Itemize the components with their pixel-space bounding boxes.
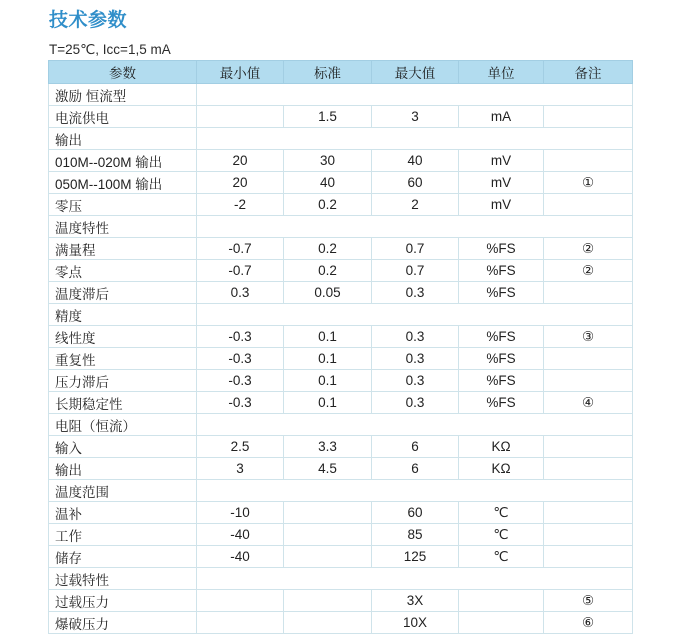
cell-parameter: 激励 恒流型 — [49, 84, 197, 106]
cell-max: 0.3 — [372, 326, 459, 348]
cell-note: ② — [544, 238, 633, 260]
cell-parameter: 重复性 — [49, 348, 197, 370]
cell-typical: 0.1 — [284, 348, 372, 370]
cell-note: ② — [544, 260, 633, 282]
cell-parameter: 050M--100M 输出 — [49, 172, 197, 194]
cell-unit: %FS — [459, 238, 544, 260]
cell-group-spacer — [197, 480, 633, 502]
cell-typical: 4.5 — [284, 458, 372, 480]
cell-unit: %FS — [459, 370, 544, 392]
cell-note — [544, 282, 633, 304]
cell-min: -0.7 — [197, 260, 284, 282]
table-row — [49, 260, 633, 282]
cell-max: 60 — [372, 502, 459, 524]
cell-note: ⑤ — [544, 590, 633, 612]
cell-parameter: 零压 — [49, 194, 197, 216]
cell-note — [544, 194, 633, 216]
cell-typical: 30 — [284, 150, 372, 172]
cell-note: ④ — [544, 392, 633, 414]
spec-table-container — [48, 60, 632, 634]
table-row — [49, 524, 633, 546]
cell-unit: mV — [459, 150, 544, 172]
cell-note — [544, 458, 633, 480]
table-group-row — [49, 480, 633, 502]
cell-min: 0.3 — [197, 282, 284, 304]
column-header-max: 最大值 — [372, 61, 459, 84]
cell-unit: %FS — [459, 326, 544, 348]
table-row — [49, 150, 633, 172]
cell-min: -0.3 — [197, 348, 284, 370]
cell-max: 6 — [372, 436, 459, 458]
cell-max: 60 — [372, 172, 459, 194]
cell-parameter: 输出 — [49, 128, 197, 150]
cell-unit: %FS — [459, 260, 544, 282]
cell-max: 6 — [372, 458, 459, 480]
column-header-typ: 标准 — [284, 61, 372, 84]
cell-min: -10 — [197, 502, 284, 524]
cell-max: 0.3 — [372, 348, 459, 370]
cell-typical — [284, 546, 372, 568]
cell-min: 20 — [197, 172, 284, 194]
cell-typical: 0.2 — [284, 238, 372, 260]
cell-typical: 0.2 — [284, 194, 372, 216]
cell-min: 2.5 — [197, 436, 284, 458]
table-row — [49, 282, 633, 304]
cell-min — [197, 106, 284, 128]
cell-typical: 1.5 — [284, 106, 372, 128]
cell-parameter: 电阻（恒流） — [49, 414, 197, 436]
cell-parameter: 输出 — [49, 458, 197, 480]
cell-max: 2 — [372, 194, 459, 216]
cell-note — [544, 370, 633, 392]
cell-note: ① — [544, 172, 633, 194]
cell-group-spacer — [197, 84, 633, 106]
cell-note — [544, 546, 633, 568]
column-header-min: 最小值 — [197, 61, 284, 84]
cell-min — [197, 612, 284, 634]
table-group-row — [49, 568, 633, 590]
page-title: 技术参数 — [49, 10, 128, 31]
table-body — [49, 84, 633, 634]
cell-group-spacer — [197, 216, 633, 238]
table-group-row — [49, 304, 633, 326]
table-row — [49, 590, 633, 612]
cell-parameter: 电流供电 — [49, 106, 197, 128]
cell-max: 0.7 — [372, 260, 459, 282]
cell-max: 125 — [372, 546, 459, 568]
cell-parameter: 储存 — [49, 546, 197, 568]
cell-unit: %FS — [459, 392, 544, 414]
cell-max: 85 — [372, 524, 459, 546]
cell-parameter: 线性度 — [49, 326, 197, 348]
cell-max: 0.3 — [372, 392, 459, 414]
table-group-row — [49, 84, 633, 106]
cell-min: 20 — [197, 150, 284, 172]
cell-parameter: 010M--020M 输出 — [49, 150, 197, 172]
cell-parameter: 过载压力 — [49, 590, 197, 612]
table-header — [49, 61, 633, 84]
cell-parameter: 工作 — [49, 524, 197, 546]
cell-parameter: 精度 — [49, 304, 197, 326]
cell-parameter: 长期稳定性 — [49, 392, 197, 414]
cell-typical — [284, 502, 372, 524]
cell-parameter: 压力滞后 — [49, 370, 197, 392]
cell-unit: mV — [459, 194, 544, 216]
technical-parameters-table — [48, 60, 633, 634]
cell-note — [544, 524, 633, 546]
cell-unit: mA — [459, 106, 544, 128]
table-row — [49, 238, 633, 260]
cell-typical — [284, 590, 372, 612]
cell-note: ⑥ — [544, 612, 633, 634]
cell-unit — [459, 612, 544, 634]
cell-note: ③ — [544, 326, 633, 348]
cell-min: -40 — [197, 546, 284, 568]
column-header-param: 参数 — [49, 61, 197, 84]
table-row — [49, 546, 633, 568]
table-row — [49, 612, 633, 634]
cell-group-spacer — [197, 304, 633, 326]
cell-note — [544, 106, 633, 128]
cell-unit: KΩ — [459, 436, 544, 458]
cell-parameter: 零点 — [49, 260, 197, 282]
cell-typical: 0.05 — [284, 282, 372, 304]
cell-parameter: 温度滞后 — [49, 282, 197, 304]
cell-group-spacer — [197, 128, 633, 150]
table-row — [49, 458, 633, 480]
cell-parameter: 爆破压力 — [49, 612, 197, 634]
cell-unit: %FS — [459, 348, 544, 370]
cell-unit: ℃ — [459, 524, 544, 546]
table-row — [49, 502, 633, 524]
test-conditions-label: T=25℃, Icc=1,5 mA — [49, 42, 171, 57]
cell-parameter: 输入 — [49, 436, 197, 458]
cell-max: 0.3 — [372, 282, 459, 304]
table-row — [49, 370, 633, 392]
cell-group-spacer — [197, 414, 633, 436]
table-row — [49, 326, 633, 348]
cell-min: -0.3 — [197, 370, 284, 392]
cell-typical — [284, 612, 372, 634]
cell-min — [197, 590, 284, 612]
table-group-row — [49, 216, 633, 238]
table-row — [49, 348, 633, 370]
cell-note — [544, 436, 633, 458]
table-group-row — [49, 414, 633, 436]
cell-note — [544, 502, 633, 524]
column-header-note: 备注 — [544, 61, 633, 84]
cell-min: 3 — [197, 458, 284, 480]
cell-parameter: 温度范围 — [49, 480, 197, 502]
cell-unit: ℃ — [459, 502, 544, 524]
table-row — [49, 194, 633, 216]
table-row — [49, 106, 633, 128]
cell-max: 0.3 — [372, 370, 459, 392]
cell-max: 40 — [372, 150, 459, 172]
table-row — [49, 392, 633, 414]
cell-typical: 0.1 — [284, 326, 372, 348]
column-header-unit: 单位 — [459, 61, 544, 84]
cell-min: -40 — [197, 524, 284, 546]
table-row — [49, 436, 633, 458]
table-group-row — [49, 128, 633, 150]
cell-typical: 0.1 — [284, 370, 372, 392]
cell-parameter: 温度特性 — [49, 216, 197, 238]
cell-min: -0.3 — [197, 392, 284, 414]
cell-max: 3X — [372, 590, 459, 612]
cell-max: 3 — [372, 106, 459, 128]
cell-parameter: 温补 — [49, 502, 197, 524]
cell-note — [544, 348, 633, 370]
cell-typical: 0.1 — [284, 392, 372, 414]
cell-group-spacer — [197, 568, 633, 590]
cell-unit: %FS — [459, 282, 544, 304]
cell-typical — [284, 524, 372, 546]
table-header-row — [49, 61, 633, 84]
cell-typical: 3.3 — [284, 436, 372, 458]
cell-max: 10X — [372, 612, 459, 634]
cell-max: 0.7 — [372, 238, 459, 260]
cell-unit: KΩ — [459, 458, 544, 480]
cell-typical: 40 — [284, 172, 372, 194]
table-row — [49, 172, 633, 194]
cell-min: -0.7 — [197, 238, 284, 260]
cell-unit: ℃ — [459, 546, 544, 568]
cell-unit: mV — [459, 172, 544, 194]
cell-parameter: 过载特性 — [49, 568, 197, 590]
cell-min: -0.3 — [197, 326, 284, 348]
cell-unit — [459, 590, 544, 612]
cell-min: -2 — [197, 194, 284, 216]
cell-note — [544, 150, 633, 172]
cell-parameter: 满量程 — [49, 238, 197, 260]
cell-typical: 0.2 — [284, 260, 372, 282]
